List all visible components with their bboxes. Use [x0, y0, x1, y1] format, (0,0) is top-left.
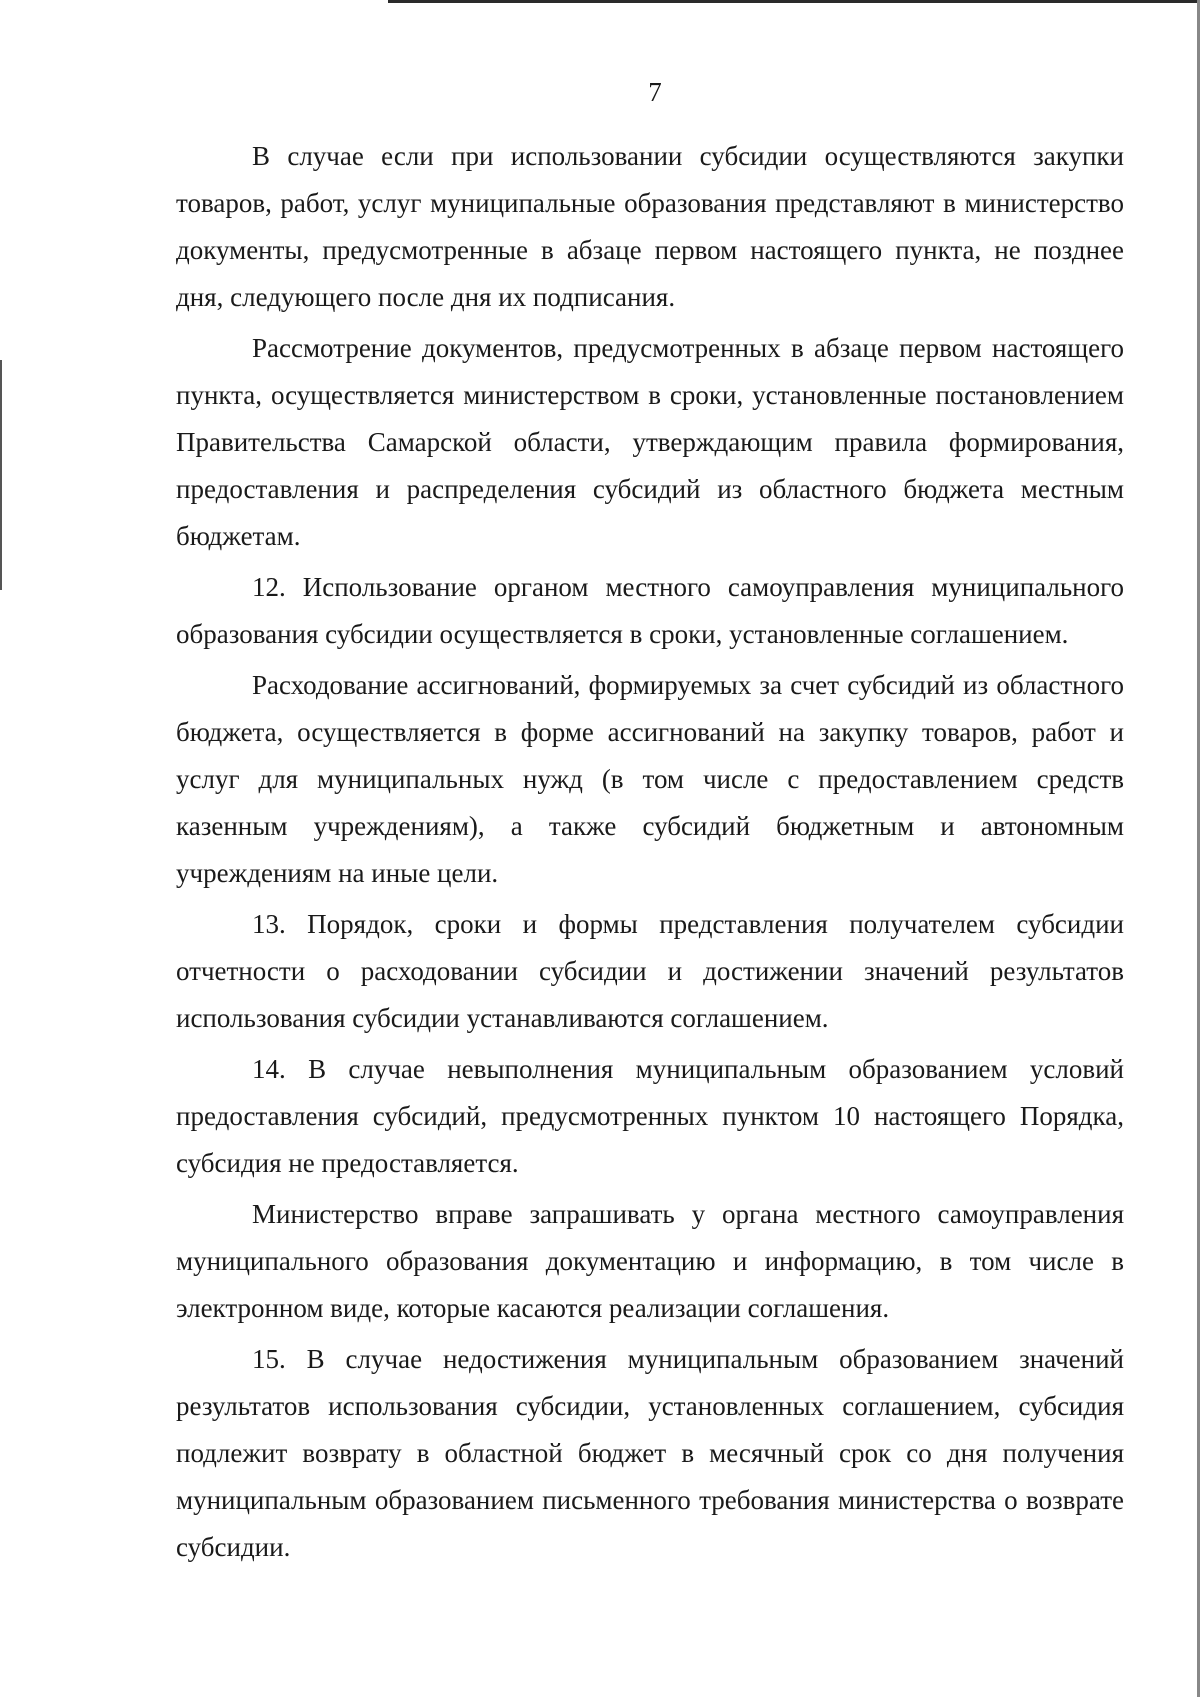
scan-left-edge-mark	[0, 360, 2, 590]
paragraph-spending-allocations: Расходование ассигнований, формируемых за счет субсидий из областного бюджета, осуществляется в форме ассигнований на закупку товаров, работ и услуг для муниципальных нужд (в том числе с предоставлением средств казенным учреждениям), а также субсидий бюджетным и автономным учреждениям на иные цели.	[176, 670, 1124, 888]
paragraph-ministry-requests: Министерство вправе запрашивать у органа местного самоуправления муниципального образования документацию и информацию, в том числе в электронном виде, которые касаются реализации соглашения.	[176, 1199, 1124, 1323]
paragraph-item-13: 13. Порядок, сроки и формы представления получателем субсидии отчетности о расходовании субсидии и достижении значений результатов использования субсидии устанавливаются соглашением.	[176, 909, 1124, 1033]
paragraph-item-12: 12. Использование органом местного самоуправления муниципального образования субсидии осуществляется в сроки, установленные соглашением.	[176, 572, 1124, 649]
document-body	[176, 133, 1124, 1575]
paragraph-item-15: 15. В случае недостижения муниципальным образованием значений результатов использования субсидии, установленных соглашением, субсидия подлежит возврату в областной бюджет в месячный срок со дня получения муниципальным образованием письменного требования министерства о возврате субсидии.	[176, 1344, 1124, 1562]
page-number: 7	[648, 77, 662, 107]
scan-top-rule	[388, 0, 1200, 3]
paragraph-document-review: Рассмотрение документов, предусмотренных в абзаце первом настоящего пункта, осуществляется министерством в сроки, установленные постановлением Правительства Самарской области, утверждающим правила формирования, предоставления и распределения субсидий из областного бюджета местным бюджетам.	[176, 333, 1124, 551]
paragraph-item-14: 14. В случае невыполнения муниципальным образованием условий предоставления субсидий, предусмотренных пунктом 10 настоящего Порядка, субсидия не предоставляется.	[176, 1054, 1124, 1178]
paragraph-procurement-documents: В случае если при использовании субсидии осуществляются закупки товаров, работ, услуг муниципальные образования представляют в министерство документы, предусмотренные в абзаце первом настоящего пункта, не позднее дня, следующего после дня их подписания.	[176, 141, 1124, 312]
